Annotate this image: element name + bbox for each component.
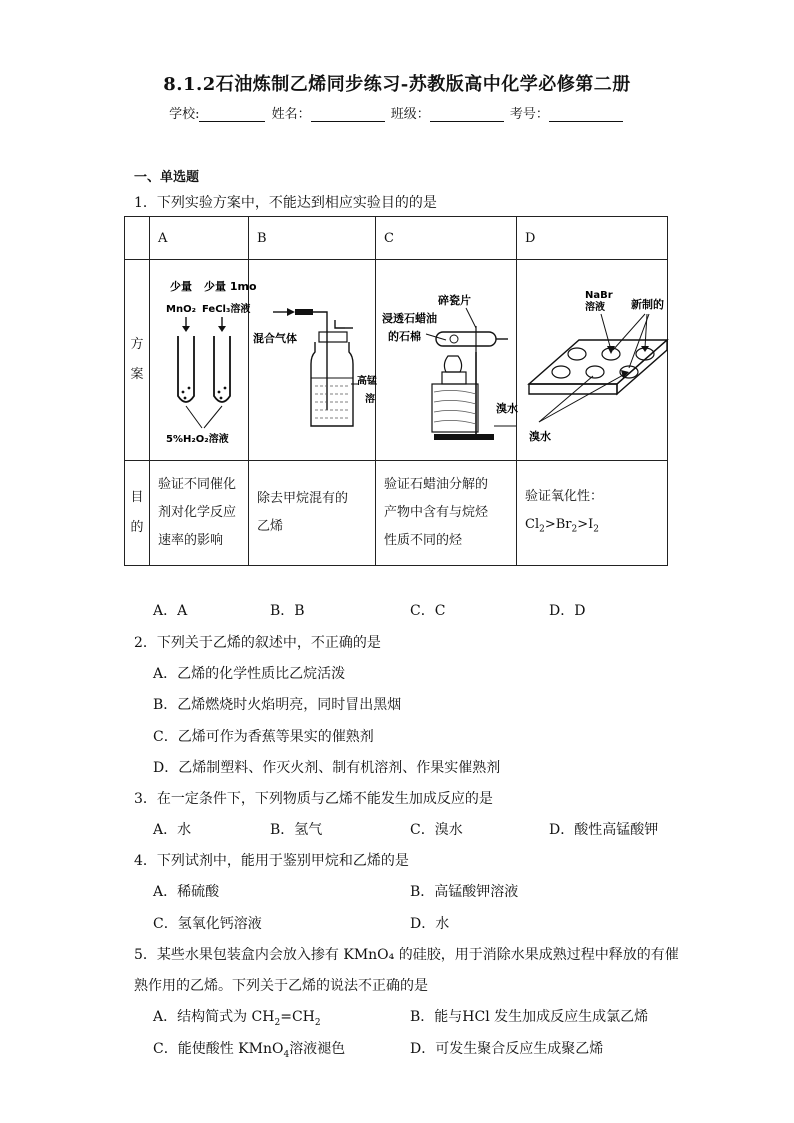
question-4-stem: 4．下列试剂中，能用于鉴别甲烷和乙烯的是 [134,853,409,869]
fig-d-label-1: NaBr [585,290,613,301]
q4-option-c[interactable]: C．氢氧化钙溶液 [153,916,262,932]
q3-option-c[interactable]: C．溴水 [410,822,463,838]
figure-b-cell [249,260,376,461]
header-c: C [376,217,517,260]
q1-option-a[interactable]: A．A [153,603,188,619]
header-a: A [150,217,249,260]
name-label: 姓名： [271,107,311,122]
school-blank[interactable] [199,109,265,122]
table-corner [125,217,150,260]
purpose-c: 验证石蜡油分解的 产物中含有与烷烃 性质不同的烃 [376,461,517,566]
fig-a-label-4: FeCl₃溶液 [202,304,251,315]
header-d: D [517,217,668,260]
fig-d-label-4: 溴水 [529,430,551,443]
q1-option-d[interactable]: D．D [549,603,586,619]
experiment-table [124,216,668,566]
fig-b-label-2: 高锰 [357,376,377,387]
page-title: 8.1.2石油炼制乙烯同步练习-苏教版高中化学必修第二册 [163,74,631,95]
fig-a-label-1: 少量 [170,280,192,293]
q5-option-b[interactable]: B．能与HCl 发生加成反应生成氯乙烯 [410,1009,649,1025]
q5-option-c[interactable]: C．能使酸性 KMnO$_4$溶液褪色 [153,1041,346,1060]
q1-option-c[interactable]: C．C [410,603,446,619]
fig-a-label-3: 少量 1mo [204,280,257,293]
figure-c-cracking-apparatus [376,260,516,456]
q4-option-d[interactable]: D．水 [410,916,450,932]
figure-d-cell [517,260,668,461]
fig-a-label-2: MnO₂ [166,304,196,315]
header-b: B [249,217,376,260]
fig-a-bottom-label: 5%H₂O₂溶液 [166,434,229,445]
question-5-stem-line-1: 5．某些水果包装盒内会放入掺有 KMnO₄ 的硅胶，用于消除水果成熟过程中释放的有催 [134,947,679,963]
reaction-tube [436,332,496,346]
fig-d-label-3: 新制的 [631,298,664,311]
figure-a-cell [150,260,257,461]
q2-option-a[interactable]: A．乙烯的化学性质比乙烷活泼 [153,666,346,682]
school-label: 学校: [169,107,200,122]
q2-option-c[interactable]: C．乙烯可作为香蕉等果实的催熟剂 [153,729,374,745]
fig-c-label-2: 浸透石蜡油 [382,312,437,325]
figure-c-cell [376,260,517,461]
name-blank[interactable] [311,109,385,122]
fig-c-label-1: 碎瓷片 [438,294,471,307]
question-3-stem: 3．在一定条件下，下列物质与乙烯不能发生加成反应的是 [134,791,493,807]
exam-no-label: 考号： [509,107,549,122]
test-tube-left [178,336,194,402]
q1-option-b[interactable]: B．B [270,603,305,619]
purpose-a: 验证不同催化 剂对化学反应 速率的影响 [150,461,249,566]
purpose-b: 除去甲烷混有的 乙烯 [249,461,376,566]
exam-no-blank[interactable] [549,109,623,122]
fig-c-label-4: 溴水 [496,402,518,415]
q2-option-b[interactable]: B．乙烯燃烧时火焰明亮，同时冒出黑烟 [153,697,402,713]
figure-a-test-tubes [150,260,257,456]
fig-c-label-3: 的石棉 [388,330,421,343]
gas-bottle [311,342,353,426]
q2-option-d[interactable]: D．乙烯制塑料、作灭火剂、制有机溶剂、作果实催熟剂 [153,760,501,776]
q5-option-a[interactable]: A．结构简式为 $CH_2=CH_2$ [153,1009,321,1028]
fig-d-label-2: 溶液 [585,302,605,313]
q4-option-a[interactable]: A．稀硫酸 [153,884,220,900]
figure-b-gas-washing-bottle [249,260,375,456]
test-tube-right [214,336,230,402]
q4-option-b[interactable]: B．高锰酸钾溶液 [410,884,519,900]
question-1-stem: 1．下列实验方案中，不能达到相应实验目的的是 [134,195,437,211]
fig-b-label-1: 混合气体 [253,332,297,345]
row-label-scheme: 方 案 [125,260,150,461]
q3-option-d[interactable]: D．酸性高锰酸钾 [549,822,659,838]
student-info-line [0,103,794,122]
oxidizing-order-formula: $Cl_2>Br_2>I_2$ [525,516,600,535]
question-2-stem: 2．下列关于乙烯的叙述中，不正确的是 [134,635,381,651]
fig-b-label-3: 溶 [365,394,375,405]
section-heading: 一、单选题 [134,170,200,185]
question-5-stem-line-2: 熟作用的乙烯。下列关于乙烯的说法不正确的是 [134,978,428,994]
q3-option-a[interactable]: A．水 [153,822,192,838]
figure-d-spot-plate [517,260,667,456]
class-blank[interactable] [430,109,504,122]
purpose-d: 验证氧化性： $Cl_2>Br_2>I_2$ [517,461,668,566]
q3-option-b[interactable]: B．氢气 [270,822,323,838]
row-label-purpose: 目 的 [125,461,150,566]
class-label: 班级： [390,107,430,122]
q5-option-d[interactable]: D．可发生聚合反应生成聚乙烯 [410,1041,604,1057]
